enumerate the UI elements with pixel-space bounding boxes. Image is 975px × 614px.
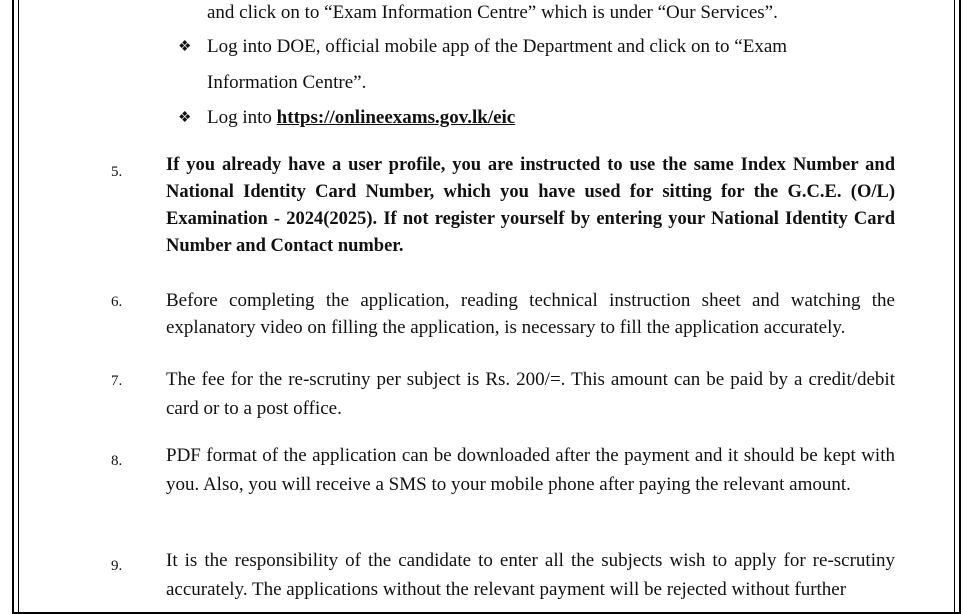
item-9-text: It is the responsibility of the candidate to enter all the subjects wish to apply for re-scrutiny accurately. The applications without the relevant payment will be rejected without further [166, 550, 895, 600]
item-number: 7. [111, 373, 123, 389]
item-7-text: The fee for the re-scrutiny per subject is Rs. 200/=. This amount can be paid by a credit/debit card or to a post office. [166, 369, 895, 419]
bullet-diamond-icon: ❖ [178, 39, 192, 55]
bullet-online-exams-prefix: Log into [207, 107, 277, 128]
item-number: 8. [111, 453, 123, 469]
bullet-diamond-icon: ❖ [178, 110, 192, 126]
item-number: 5. [111, 164, 123, 180]
bullet-doe-app-line1: Log into DOE, official mobile app of the Department and click on to “Exam [207, 36, 788, 57]
item-6-text: Before completing the application, reading technical instruction sheet and watching the explanatory video on filling the application, is necessary to fill the application accurately. [166, 290, 895, 338]
online-exams-link[interactable]: https://onlineexams.gov.lk/eic [276, 107, 516, 128]
bullet-doe-app-line2: Information Centre”. [207, 72, 367, 93]
bullet-continuation-line: and click on to “Exam Information Centre” which is under “Our Services”. [207, 2, 778, 23]
item-number: 9. [111, 558, 123, 574]
bullet-online-exams [207, 107, 515, 129]
item-number: 6. [111, 294, 123, 310]
item-8-text: PDF format of the application can be downloaded after the payment and it should be kept with you. Also, you will receive a SMS to your mobile phone after paying the relevant amount. [166, 445, 895, 495]
item-5-text: If you already have a user profile, you are instructed to use the same Index Number and National Identity Card Number, which you have used for sitting for the G.C.E. (O/L) Examination - 2024(2025). If not register yourself by entering your National Identity Card Number and Contact number. [166, 155, 895, 256]
